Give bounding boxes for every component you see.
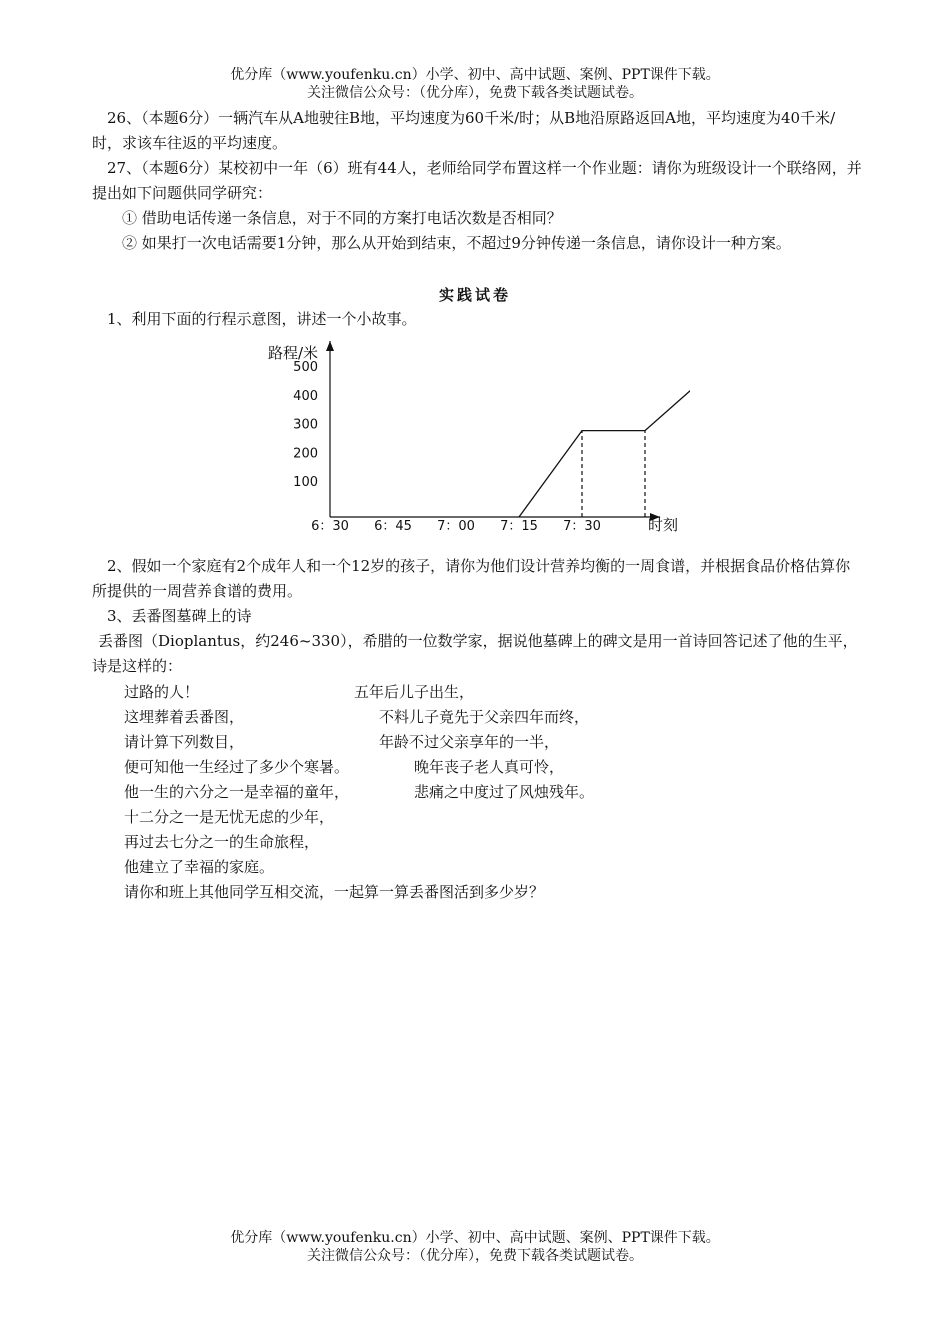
header-line-2: 关注微信公众号：（优分库），免费下载各类试题试卷。 <box>307 85 643 101</box>
poem-line <box>124 780 824 805</box>
page-footer <box>0 1229 950 1265</box>
header-line-1: 优分库（www.youfenku.cn）小学、初中、高中试题、案例、PPT课件下载。 <box>230 67 720 83</box>
poem-left-line: 他建立了幸福的家庭。 <box>124 858 275 876</box>
practice-item-3-intro: 丢番图（Dioplantus，约246~330），希腊的一位数学家，据说他墓碑上的碑文是用一首诗回答记述了他的生平，诗是这样的： <box>92 632 858 675</box>
poem-line <box>124 705 824 730</box>
poem-right-line: 悲痛之中度过了风烛残年。 <box>414 783 595 801</box>
poem-line <box>124 730 824 755</box>
practice-item-2-text: 2、假如一个家庭有2个成年人和一个12岁的孩子，请你为他们设计营养均衡的一周食谱，并根据食品价格估算你所提供的一周营养食谱的费用。 <box>92 557 851 600</box>
distance-series-line <box>519 379 690 517</box>
closing-question <box>124 880 824 905</box>
y-axis-arrow <box>326 341 334 351</box>
poem-line <box>124 855 824 880</box>
poem-left-line: 他一生的六分之一是幸福的童年， <box>124 783 350 801</box>
poem-line <box>124 830 824 855</box>
diophantus-poem <box>124 680 824 905</box>
footer-line-2: 关注微信公众号：（优分库），免费下载各类试题试卷。 <box>307 1248 643 1264</box>
footer-line-1: 优分库（www.youfenku.cn）小学、初中、高中试题、案例、PPT课件下载。 <box>230 1230 720 1246</box>
x-tick-label: 7：00 <box>437 519 475 534</box>
poem-line <box>124 680 824 705</box>
question-26-text: 26、（本题6分）一辆汽车从A地驶往B地，平均速度为60千米/时；从B地沿原路返回A地，平均速度为40千米/时，求该车往返的平均速度。 <box>92 109 836 152</box>
y-tick-label: 300 <box>293 417 318 433</box>
poem-left-line: 请计算下列数目， <box>124 733 245 751</box>
question-27-part-2: ② 如果打一次电话需要1分钟，那么从开始到结束，不超过9分钟传递一条信息，请你设计一种方案。 <box>122 234 791 252</box>
poem-right-line: 五年后儿子出生， <box>354 683 475 701</box>
y-axis-label: 路程/米 <box>268 344 319 362</box>
y-tick-label: 400 <box>293 388 318 404</box>
poem-right-line: 晚年丧子老人真可怜， <box>414 758 565 776</box>
x-tick-label: 6：45 <box>374 519 412 534</box>
question-27-text: 27、（本题6分）某校初中一年（6）班有44人，老师给同学布置这样一个作业题：请你为班级设计一个联络网，并提出如下问题供同学研究： <box>92 159 862 202</box>
question-26 <box>92 106 862 156</box>
y-tick-label: 100 <box>293 475 318 491</box>
poem-line <box>124 755 824 780</box>
x-tick-label: 7：15 <box>500 519 538 534</box>
x-tick-label: 6：30 <box>311 519 349 534</box>
question-27 <box>92 156 862 256</box>
practice-item-3-title: 3、丢番图墓碑上的诗 <box>107 607 252 625</box>
poem-line <box>124 805 824 830</box>
x-axis-label: 时刻 <box>648 516 679 534</box>
practice-item-1 <box>92 307 862 332</box>
practice-title: 实践试卷 <box>438 286 511 304</box>
poem-left-line: 这埋葬着丢番图， <box>124 708 245 726</box>
poem-left-line: 再过去七分之一的生命旅程， <box>124 833 320 851</box>
x-tick-label: 7：30 <box>563 519 601 534</box>
question-27-part-1: ① 借助电话传递一条信息，对于不同的方案打电话次数是否相同？ <box>122 209 562 227</box>
y-tick-label: 500 <box>293 360 318 375</box>
page-header <box>0 66 950 102</box>
distance-time-chart <box>250 336 690 541</box>
poem-left-line: 十二分之一是无忧无虑的少年， <box>124 808 335 826</box>
poem-left-line: 过路的人！ <box>124 683 200 701</box>
chart-svg <box>250 336 690 541</box>
closing-question-text: 请你和班上其他同学互相交流，一起算一算丢番图活到多少岁？ <box>124 883 545 901</box>
poem-right-line: 年龄不过父亲享年的一半， <box>379 733 560 751</box>
practice-items-2-3 <box>92 554 862 679</box>
practice-item-1-text: 1、利用下面的行程示意图，讲述一个小故事。 <box>107 310 417 328</box>
poem-left-line: 便可知他一生经过了多少个寒暑。 <box>124 758 350 776</box>
y-tick-label: 200 <box>293 446 318 462</box>
poem-right-line: 不料儿子竟先于父亲四年而终， <box>379 708 590 726</box>
